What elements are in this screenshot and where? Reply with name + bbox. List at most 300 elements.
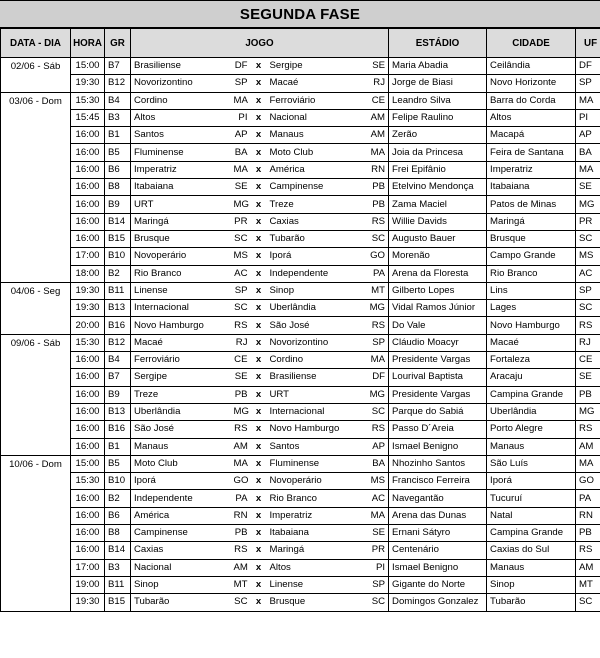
home-team: Treze: [131, 386, 231, 403]
match-time: 15:00: [71, 455, 105, 472]
match-time: 19:30: [71, 300, 105, 317]
versus-separator: x: [251, 334, 267, 351]
home-team: Novo Hamburgo: [131, 317, 231, 334]
away-team: Sergipe: [267, 58, 367, 75]
match-group: B3: [105, 109, 131, 126]
away-team-uf: PB: [367, 196, 389, 213]
away-team-uf: DF: [367, 369, 389, 386]
versus-separator: x: [251, 317, 267, 334]
table-row: [1, 127, 600, 144]
table-row: [1, 265, 600, 282]
versus-separator: x: [251, 559, 267, 576]
city-name: Iporá: [487, 473, 576, 490]
home-team-uf: CE: [231, 352, 251, 369]
table-row: [1, 58, 600, 75]
city-name: Caxias do Sul: [487, 542, 576, 559]
stadium-name: Cláudio Moacyr: [389, 334, 487, 351]
stadium-name: Nhozinho Santos: [389, 455, 487, 472]
versus-separator: x: [251, 179, 267, 196]
versus-separator: x: [251, 213, 267, 230]
home-team: Novoperário: [131, 248, 231, 265]
away-team: Independente: [267, 265, 367, 282]
versus-separator: x: [251, 594, 267, 611]
home-team-uf: RS: [231, 317, 251, 334]
versus-separator: x: [251, 109, 267, 126]
stadium-name: Willie Davids: [389, 213, 487, 230]
venue-uf: SE: [576, 369, 600, 386]
match-group: B10: [105, 473, 131, 490]
away-team: Macaé: [267, 75, 367, 92]
match-group: B8: [105, 525, 131, 542]
versus-separator: x: [251, 75, 267, 92]
table-row: [1, 230, 600, 247]
away-team-uf: MG: [367, 300, 389, 317]
stadium-name: Maria Abadia: [389, 58, 487, 75]
venue-uf: RN: [576, 507, 600, 524]
match-group: B5: [105, 144, 131, 161]
away-team: Altos: [267, 559, 367, 576]
home-team: Manaus: [131, 438, 231, 455]
city-name: Macapá: [487, 127, 576, 144]
match-time: 17:00: [71, 559, 105, 576]
table-row: [1, 369, 600, 386]
match-group: B2: [105, 490, 131, 507]
versus-separator: x: [251, 386, 267, 403]
stadium-name: Gigante do Norte: [389, 576, 487, 593]
home-team: Sergipe: [131, 369, 231, 386]
match-group: B3: [105, 559, 131, 576]
venue-uf: RJ: [576, 334, 600, 351]
match-group: B15: [105, 594, 131, 611]
match-time: 16:00: [71, 196, 105, 213]
table-row: [1, 490, 600, 507]
match-time: 16:00: [71, 490, 105, 507]
city-name: Novo Horizonte: [487, 75, 576, 92]
home-team: Macaé: [131, 334, 231, 351]
versus-separator: x: [251, 369, 267, 386]
stadium-name: Ismael Benigno: [389, 559, 487, 576]
venue-uf: MA: [576, 92, 600, 109]
away-team: Brusque: [267, 594, 367, 611]
home-team-uf: PR: [231, 213, 251, 230]
city-name: Lins: [487, 282, 576, 299]
match-group: B1: [105, 127, 131, 144]
venue-uf: SP: [576, 282, 600, 299]
away-team: Cordino: [267, 352, 367, 369]
match-time: 16:00: [71, 438, 105, 455]
stadium-name: Domingos Gonzalez: [389, 594, 487, 611]
city-name: Manaus: [487, 438, 576, 455]
home-team-uf: MS: [231, 248, 251, 265]
city-name: Altos: [487, 109, 576, 126]
home-team: São José: [131, 421, 231, 438]
home-team-uf: BA: [231, 144, 251, 161]
table-row: [1, 317, 600, 334]
city-name: Campina Grande: [487, 386, 576, 403]
versus-separator: x: [251, 127, 267, 144]
match-time: 16:00: [71, 127, 105, 144]
schedule-table: [0, 28, 600, 612]
home-team: Independente: [131, 490, 231, 507]
table-row: [1, 213, 600, 230]
city-name: Feira de Santana: [487, 144, 576, 161]
home-team-uf: AM: [231, 438, 251, 455]
home-team: Moto Club: [131, 455, 231, 472]
away-team-uf: MG: [367, 386, 389, 403]
header-row: [1, 29, 600, 58]
home-team: Sinop: [131, 576, 231, 593]
match-time: 16:00: [71, 542, 105, 559]
home-team: Tubarão: [131, 594, 231, 611]
home-team-uf: SE: [231, 179, 251, 196]
stadium-name: Gilberto Lopes: [389, 282, 487, 299]
home-team: Brasiliense: [131, 58, 231, 75]
header-uf: UF: [576, 29, 600, 58]
table-row: [1, 594, 600, 611]
away-team: Manaus: [267, 127, 367, 144]
match-time: 16:00: [71, 179, 105, 196]
home-team: Rio Branco: [131, 265, 231, 282]
match-time: 15:30: [71, 334, 105, 351]
home-team: Caxias: [131, 542, 231, 559]
versus-separator: x: [251, 300, 267, 317]
versus-separator: x: [251, 144, 267, 161]
table-row: [1, 300, 600, 317]
away-team: Novo Hamburgo: [267, 421, 367, 438]
away-team: Caxias: [267, 213, 367, 230]
away-team: Nacional: [267, 109, 367, 126]
match-group: B11: [105, 576, 131, 593]
table-row: [1, 75, 600, 92]
venue-uf: SC: [576, 230, 600, 247]
home-team: Altos: [131, 109, 231, 126]
city-name: Aracaju: [487, 369, 576, 386]
table-row: [1, 334, 600, 351]
stadium-name: Francisco Ferreira: [389, 473, 487, 490]
versus-separator: x: [251, 542, 267, 559]
match-time: 16:00: [71, 369, 105, 386]
city-name: Fortaleza: [487, 352, 576, 369]
match-time: 17:00: [71, 248, 105, 265]
city-name: Brusque: [487, 230, 576, 247]
away-team-uf: BA: [367, 455, 389, 472]
city-name: Porto Alegre: [487, 421, 576, 438]
stadium-name: Jorge de Biasi: [389, 75, 487, 92]
home-team-uf: RN: [231, 507, 251, 524]
city-name: Imperatriz: [487, 161, 576, 178]
venue-uf: MT: [576, 576, 600, 593]
away-team-uf: SC: [367, 594, 389, 611]
away-team-uf: MT: [367, 282, 389, 299]
venue-uf: RS: [576, 542, 600, 559]
venue-uf: PB: [576, 525, 600, 542]
city-name: Tubarão: [487, 594, 576, 611]
home-team: Uberlândia: [131, 403, 231, 420]
venue-uf: AC: [576, 265, 600, 282]
match-group: B11: [105, 282, 131, 299]
match-group: B16: [105, 317, 131, 334]
city-name: São Luís: [487, 455, 576, 472]
stadium-name: Arena das Dunas: [389, 507, 487, 524]
match-group: B9: [105, 196, 131, 213]
home-team: Fluminense: [131, 144, 231, 161]
home-team: Brusque: [131, 230, 231, 247]
away-team-uf: SC: [367, 230, 389, 247]
table-row: [1, 161, 600, 178]
match-time: 20:00: [71, 317, 105, 334]
venue-uf: MG: [576, 196, 600, 213]
match-time: 16:00: [71, 507, 105, 524]
away-team-uf: RS: [367, 213, 389, 230]
away-team: Campinense: [267, 179, 367, 196]
city-name: Itabaiana: [487, 179, 576, 196]
city-name: Patos de Minas: [487, 196, 576, 213]
away-team-uf: AM: [367, 127, 389, 144]
match-group: B16: [105, 421, 131, 438]
stadium-name: Lourival Baptista: [389, 369, 487, 386]
away-team: Treze: [267, 196, 367, 213]
away-team-uf: SP: [367, 334, 389, 351]
table-row: [1, 92, 600, 109]
versus-separator: x: [251, 196, 267, 213]
versus-separator: x: [251, 473, 267, 490]
home-team-uf: SE: [231, 369, 251, 386]
home-team-uf: MG: [231, 403, 251, 420]
home-team-uf: SP: [231, 75, 251, 92]
stadium-name: Zama Maciel: [389, 196, 487, 213]
versus-separator: x: [251, 230, 267, 247]
away-team: Ferroviário: [267, 92, 367, 109]
table-row: [1, 576, 600, 593]
header-date: DATA - DIA: [1, 29, 71, 58]
venue-uf: SE: [576, 179, 600, 196]
away-team-uf: RS: [367, 421, 389, 438]
table-row: [1, 179, 600, 196]
away-team: Maringá: [267, 542, 367, 559]
city-name: Manaus: [487, 559, 576, 576]
match-group: B5: [105, 455, 131, 472]
match-time: 16:00: [71, 421, 105, 438]
stadium-name: Felipe Raulino: [389, 109, 487, 126]
home-team: Novorizontino: [131, 75, 231, 92]
venue-uf: PB: [576, 386, 600, 403]
header-city: CIDADE: [487, 29, 576, 58]
match-time: 16:00: [71, 352, 105, 369]
away-team-uf: AC: [367, 490, 389, 507]
home-team: Itabaiana: [131, 179, 231, 196]
stadium-name: Augusto Bauer: [389, 230, 487, 247]
venue-uf: SC: [576, 594, 600, 611]
match-group: B13: [105, 300, 131, 317]
away-team: Moto Club: [267, 144, 367, 161]
away-team-uf: AM: [367, 109, 389, 126]
city-name: Sinop: [487, 576, 576, 593]
home-team: URT: [131, 196, 231, 213]
match-group: B4: [105, 352, 131, 369]
stadium-name: Do Vale: [389, 317, 487, 334]
match-group: B14: [105, 542, 131, 559]
match-date: 09/06 - Sáb: [1, 334, 71, 455]
home-team: Internacional: [131, 300, 231, 317]
home-team-uf: DF: [231, 58, 251, 75]
versus-separator: x: [251, 92, 267, 109]
versus-separator: x: [251, 161, 267, 178]
home-team: Linense: [131, 282, 231, 299]
home-team-uf: SC: [231, 230, 251, 247]
table-row: [1, 144, 600, 161]
home-team-uf: SC: [231, 594, 251, 611]
home-team: Maringá: [131, 213, 231, 230]
table-row: [1, 455, 600, 472]
away-team: Iporá: [267, 248, 367, 265]
away-team: Internacional: [267, 403, 367, 420]
away-team: Itabaiana: [267, 525, 367, 542]
match-time: 16:00: [71, 403, 105, 420]
versus-separator: x: [251, 490, 267, 507]
away-team: URT: [267, 386, 367, 403]
match-group: B7: [105, 369, 131, 386]
versus-separator: x: [251, 282, 267, 299]
venue-uf: AM: [576, 559, 600, 576]
versus-separator: x: [251, 403, 267, 420]
away-team-uf: PR: [367, 542, 389, 559]
match-group: B7: [105, 58, 131, 75]
header-stadium: ESTÁDIO: [389, 29, 487, 58]
away-team-uf: PA: [367, 265, 389, 282]
home-team: Ferroviário: [131, 352, 231, 369]
away-team-uf: AP: [367, 438, 389, 455]
city-name: Campo Grande: [487, 248, 576, 265]
match-time: 19:30: [71, 594, 105, 611]
away-team-uf: RN: [367, 161, 389, 178]
match-group: B6: [105, 161, 131, 178]
stadium-name: Frei Epifânio: [389, 161, 487, 178]
home-team-uf: RJ: [231, 334, 251, 351]
away-team-uf: MA: [367, 144, 389, 161]
match-time: 18:00: [71, 265, 105, 282]
home-team: América: [131, 507, 231, 524]
header-group: GR: [105, 29, 131, 58]
venue-uf: BA: [576, 144, 600, 161]
away-team-uf: SE: [367, 58, 389, 75]
away-team-uf: RJ: [367, 75, 389, 92]
venue-uf: CE: [576, 352, 600, 369]
match-group: B14: [105, 213, 131, 230]
away-team-uf: CE: [367, 92, 389, 109]
venue-uf: MA: [576, 455, 600, 472]
venue-uf: DF: [576, 58, 600, 75]
home-team-uf: GO: [231, 473, 251, 490]
table-row: [1, 386, 600, 403]
home-team-uf: MA: [231, 455, 251, 472]
stadium-name: Presidente Vargas: [389, 352, 487, 369]
home-team-uf: PI: [231, 109, 251, 126]
away-team: Uberlândia: [267, 300, 367, 317]
match-time: 19:30: [71, 282, 105, 299]
city-name: Lages: [487, 300, 576, 317]
schedule-body: [1, 58, 600, 612]
table-row: [1, 352, 600, 369]
away-team: Rio Branco: [267, 490, 367, 507]
page-title: SEGUNDA FASE: [0, 0, 600, 28]
match-group: B15: [105, 230, 131, 247]
match-time: 19:00: [71, 576, 105, 593]
city-name: Ceilândia: [487, 58, 576, 75]
table-row: [1, 403, 600, 420]
city-name: Rio Branco: [487, 265, 576, 282]
away-team: Sinop: [267, 282, 367, 299]
away-team-uf: SC: [367, 403, 389, 420]
home-team-uf: MG: [231, 196, 251, 213]
table-row: [1, 248, 600, 265]
stadium-name: Navegantão: [389, 490, 487, 507]
match-date: 02/06 - Sáb: [1, 58, 71, 93]
home-team-uf: PB: [231, 386, 251, 403]
match-time: 16:00: [71, 386, 105, 403]
away-team: Novoperário: [267, 473, 367, 490]
table-row: [1, 473, 600, 490]
home-team: Cordino: [131, 92, 231, 109]
table-row: [1, 438, 600, 455]
match-time: 16:00: [71, 525, 105, 542]
versus-separator: x: [251, 352, 267, 369]
venue-uf: SC: [576, 300, 600, 317]
stadium-name: Morenão: [389, 248, 487, 265]
city-name: Tucuruí: [487, 490, 576, 507]
home-team-uf: PA: [231, 490, 251, 507]
match-date: 04/06 - Seg: [1, 282, 71, 334]
stadium-name: Etelvino Mendonça: [389, 179, 487, 196]
table-row: [1, 507, 600, 524]
match-time: 19:30: [71, 75, 105, 92]
home-team: Imperatriz: [131, 161, 231, 178]
match-group: B4: [105, 92, 131, 109]
match-time: 15:30: [71, 473, 105, 490]
away-team: Imperatriz: [267, 507, 367, 524]
away-team-uf: PI: [367, 559, 389, 576]
table-row: [1, 421, 600, 438]
versus-separator: x: [251, 576, 267, 593]
venue-uf: MA: [576, 161, 600, 178]
city-name: Macaé: [487, 334, 576, 351]
home-team-uf: AC: [231, 265, 251, 282]
match-group: B9: [105, 386, 131, 403]
city-name: Novo Hamburgo: [487, 317, 576, 334]
match-time: 15:45: [71, 109, 105, 126]
away-team: Fluminense: [267, 455, 367, 472]
home-team: Campinense: [131, 525, 231, 542]
venue-uf: PR: [576, 213, 600, 230]
stadium-name: Zerão: [389, 127, 487, 144]
match-date: 10/06 - Dom: [1, 455, 71, 611]
home-team-uf: MA: [231, 161, 251, 178]
home-team-uf: AP: [231, 127, 251, 144]
table-row: [1, 525, 600, 542]
stadium-name: Vidal Ramos Júnior: [389, 300, 487, 317]
stadium-name: Parque do Sabiá: [389, 403, 487, 420]
match-group: B10: [105, 248, 131, 265]
match-date: 03/06 - Dom: [1, 92, 71, 282]
away-team: Tubarão: [267, 230, 367, 247]
away-team-uf: SE: [367, 525, 389, 542]
match-time: 16:00: [71, 161, 105, 178]
match-time: 15:30: [71, 92, 105, 109]
home-team: Iporá: [131, 473, 231, 490]
home-team-uf: RS: [231, 542, 251, 559]
home-team: Nacional: [131, 559, 231, 576]
venue-uf: PA: [576, 490, 600, 507]
away-team: Santos: [267, 438, 367, 455]
